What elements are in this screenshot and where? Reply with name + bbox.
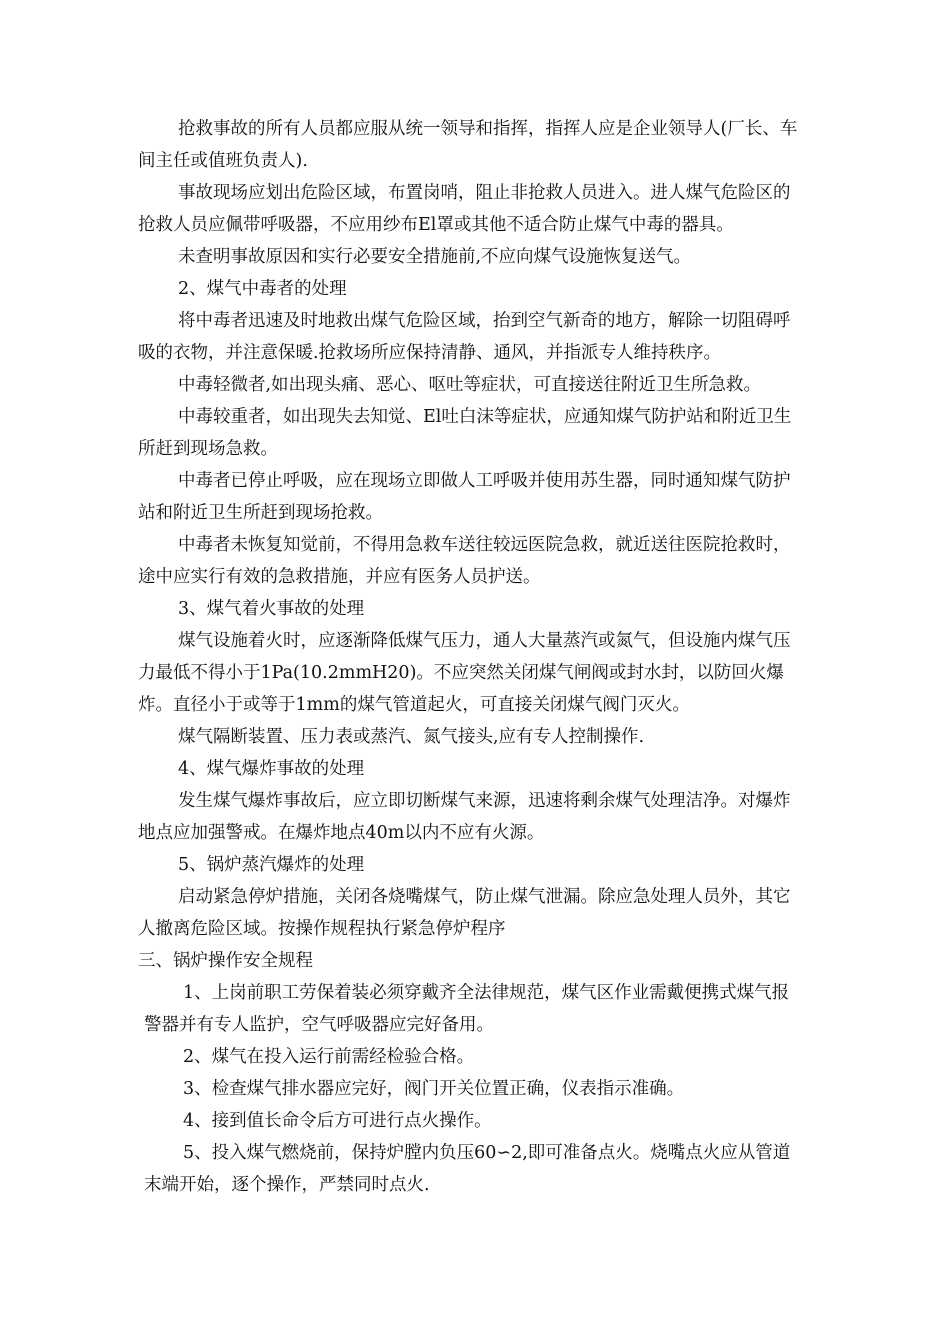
text-line: 抢救人员应佩带呼吸器，不应用纱布El罩或其他不适合防止煤气中毒的器具。 (138, 215, 734, 235)
text-line: 地点应加强警戒。在爆炸地点40m以内不应有火源。 (138, 823, 545, 843)
text-line: 2、煤气在投入运行前需经检验合格。 (183, 1047, 475, 1067)
text-line: 1、上岗前职工劳保着装必须穿戴齐全法律规范，煤气区作业需戴便携式煤气报 (183, 983, 790, 1003)
text-line: 将中毒者迅速及时地救出煤气危险区域，抬到空气新奇的地方，解除一切阻碍呼 (178, 311, 791, 331)
text-line: 发生煤气爆炸事故后，应立即切断煤气来源，迅速将剩余煤气处理洁净。对爆炸 (178, 791, 791, 811)
section-heading: 4、煤气爆炸事故的处理 (178, 759, 365, 779)
text-line: 站和附近卫生所赶到现场抢救。 (138, 503, 383, 523)
text-line: 力最低不得小于1Pa(10.2mmH20)。不应突然关闭煤气闸阀或封水封，以防回火爆 (138, 663, 784, 683)
text-line: 启动紧急停炉措施，关闭各烧嘴煤气，防止煤气泄漏。除应急处理人员外，其它 (178, 887, 791, 907)
text-line: 间主任或值班负责人). (138, 151, 308, 171)
text-line: 4、接到值长命令后方可进行点火操作。 (183, 1111, 492, 1131)
section-heading: 5、锅炉蒸汽爆炸的处理 (178, 855, 365, 875)
text-line: 抢救事故的所有人员都应服从统一领导和指挥，指挥人应是企业领导人(厂长、车 (178, 119, 798, 139)
text-line: 煤气隔断装置、压力表或蒸汽、氮气接头,应有专人控制操作. (178, 727, 645, 747)
text-line: 所赶到现场急救。 (138, 439, 278, 459)
text-line: 吸的衣物，并注意保暖.抢救场所应保持清静、通风，并指派专人维持秩序。 (138, 343, 722, 363)
text-line: 炸。直径小于或等于1mm的煤气管道起火，可直接关闭煤气阀门灭火。 (138, 695, 690, 715)
text-line: 中毒者未恢复知觉前，不得用急救车送往较远医院急救，就近送往医院抢救时， (178, 535, 791, 555)
text-line: 中毒较重者，如出现失去知觉、El吐白沫等症状，应通知煤气防护站和附近卫生 (178, 407, 792, 427)
text-line: 末端开始，逐个操作，严禁同时点火. (144, 1175, 430, 1195)
text-line: 人撤离危险区域。按操作规程执行紧急停炉程序 (138, 919, 506, 939)
text-line: 煤气设施着火时，应逐渐降低煤气压力，通人大量蒸汽或氮气，但设施内煤气压 (178, 631, 791, 651)
text-line: 未查明事故原因和实行必要安全措施前,不应向煤气设施恢复送气。 (178, 247, 692, 267)
text-line: 中毒者已停止呼吸，应在现场立即做人工呼吸并使用苏生器，同时通知煤气防护 (178, 471, 791, 491)
section-heading: 3、煤气着火事故的处理 (178, 599, 365, 619)
text-line: 3、检查煤气排水器应完好，阀门开关位置正确，仪表指示准确。 (183, 1079, 685, 1099)
text-line: 事故现场应划出危险区域，布置岗哨，阻止非抢救人员进入。进人煤气危险区的 (178, 183, 791, 203)
section-heading: 2、煤气中毒者的处理 (178, 279, 347, 299)
text-line: 警器并有专人监护，空气呼吸器应完好备用。 (144, 1015, 494, 1035)
chapter-heading: 三、锅炉操作安全规程 (138, 951, 313, 971)
text-line: 中毒轻微者,如出现头痛、恶心、呕吐等症状，可直接送往附近卫生所急救。 (178, 375, 762, 395)
text-line: 5、投入煤气燃烧前，保持炉膛内负压60∽2,即可准备点火。烧嘴点火应从管道 (183, 1143, 791, 1163)
text-line: 途中应实行有效的急救措施，并应有医务人员护送。 (138, 567, 541, 587)
